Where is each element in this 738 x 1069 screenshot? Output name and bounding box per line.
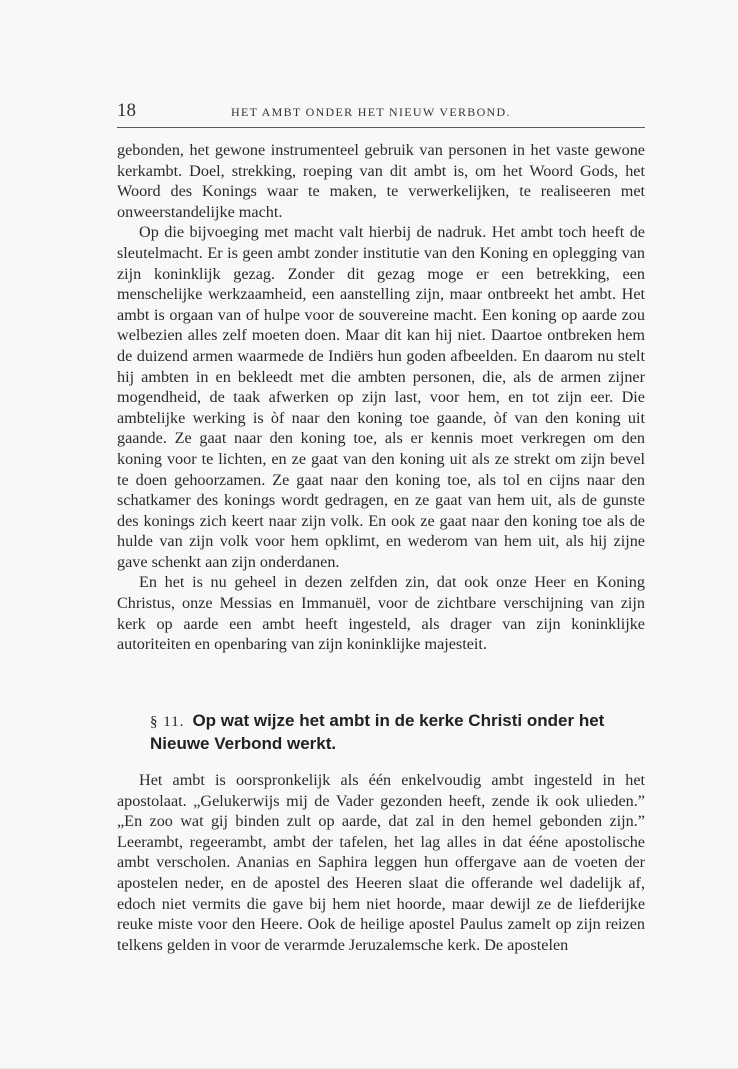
body-text bbox=[117, 140, 645, 655]
section-title: Op wat wijze het ambt in de kerke Christi onder het Nieuwe Verbond werkt. bbox=[150, 711, 605, 753]
paragraph: gebonden, het gewone instrumenteel gebruik van personen in het vaste gewone kerkambt. Doel, strekking, roeping van dit ambt is, om het Woord Gods, het Woord des Konings waar te maken, te verwerkelijken, te realiseeren met onweerstandelijke macht. bbox=[117, 141, 645, 221]
section-number: § 11. bbox=[150, 714, 185, 730]
page-header bbox=[117, 100, 645, 122]
paragraph: Het ambt is oorspronkelijk als één enkelvoudig ambt ingesteld in het apostolaat. „Gelukerwijs mij de Vader gezonden heeft, zende ik ook ulieden.” „En zoo wat gij binden zult op aarde, dat zal in den hemel gebonden zijn.” Leerambt, regeerambt, ambt der tafelen, het lag alles in dat ééne apostolische ambt verscholen. Ananias en Saphira leggen hun offergave aan de voeten der apostelen neder, en de apostel des Heeren slaat die offerande wel dadelijk af, edoch niet vermits die gave bij hem niet hoorde, maar dewijl ze de liefderijke reuke miste voor den Heere. Ook de heilige apostel Paulus zamelt op zijn reizen telkens gelden in voor de verarmde Jeruzalemsche kerk. De apostelen bbox=[117, 771, 645, 954]
section-heading bbox=[150, 710, 646, 754]
running-title: HET AMBT ONDER HET NIEUW VERBOND. bbox=[231, 105, 511, 119]
header-rule bbox=[117, 127, 645, 128]
body-text-section bbox=[117, 770, 645, 955]
paragraph: Op die bijvoeging met macht valt hierbij de nadruk. Het ambt toch heeft de sleutelmacht. Er is geen ambt zonder institutie van den Koning en oplegging van zijn koninklijk gezag. Zonder dit gezag moge er een betrekking, een menschelijke werkzaamheid, een aanstelling zijn, maar ontbreekt het ambt. Het ambt is orgaan van of hulpe voor de souvereine macht. Een koning op aarde zou welbezien alles zelf moeten doen. Maar dit kan hij niet. Daartoe ontbreken hem de duizend armen waarmede de Indiërs hun goden afbeelden. En daarom nu stelt hij ambten in en bekleedt met die ambten personen, die, als de armen zijner mogendheid, de taak afwerken op zijn last, voor hem, en tot zijn eer. Die ambtelijke werking is òf naar den koning toe gaande, òf van den koning uit gaande. Ze gaat naar den koning toe, als er kennis moet verkregen om den koning voor te lichten, en ze gaat van den koning uit als ze strekt om zijn bevel te doen gehoorzamen. Ze gaat naar den koning toe, als tol en cijns naar den schatkamer des konings wordt gedragen, en ze gaat van hem uit, als de gunste des konings zich keert naar zijn volk. En ook ze gaat naar den koning toe als de hulde van zijn volk voor hem opklimt, en wederom van hem uit, als hij zijne gave schenkt aan zijn onderdanen. bbox=[117, 223, 645, 571]
page-number: 18 bbox=[117, 100, 136, 121]
paragraph: En het is nu geheel in dezen zelfden zin, dat ook onze Heer en Koning Christus, onze Messias en Immanuël, voor de zichtbare verschijning van zijn kerk op aarde een ambt heeft ingesteld, als drager van zijn koninklijke autoriteiten en openbaring van zijn koninklijke majesteit. bbox=[117, 573, 645, 654]
